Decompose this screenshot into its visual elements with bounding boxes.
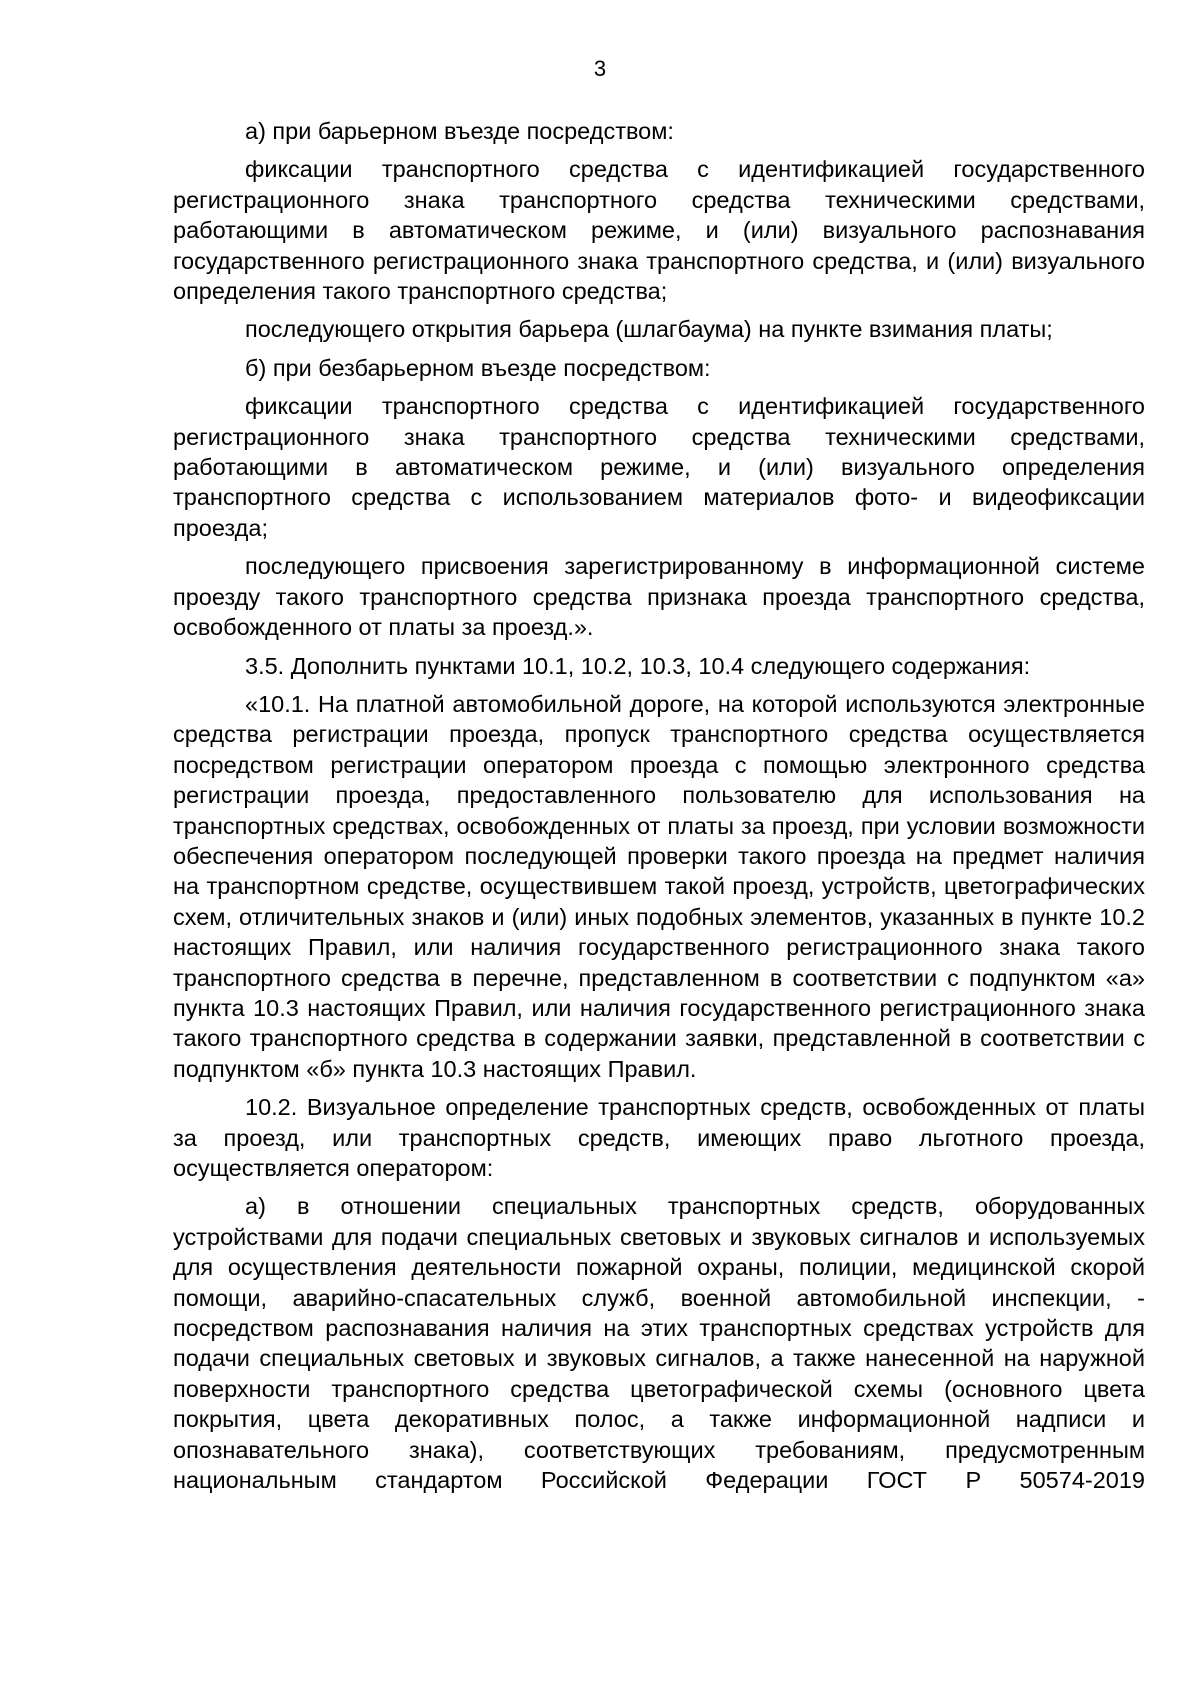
paragraph: последующего присвоения зарегистрированному в информационной системе проезду такого транспортного средства признака проезда транспортного средства, освобожденного от платы за проезд.». <box>173 553 1145 641</box>
paragraph: фиксации транспортного средства с идентификацией государственного регистрационного знака транспортного средства техническими средствами, работающими в автоматическом режиме, и (или) визуального распознавания государственного регистрационного знака транспортного средства, и (или) визуального определения такого транспортного средства; <box>173 156 1145 305</box>
paragraph: 3.5. Дополнить пунктами 10.1, 10.2, 10.3, 10.4 следующего содержания: <box>245 652 1031 679</box>
document-body <box>173 116 1145 1503</box>
paragraph: б) при безбарьерном въезде посредством: <box>245 354 711 381</box>
paragraph: 10.2. Визуальное определение транспортных средств, освобожденных от платы за проезд, или транспортных средств, имеющих право льготного проезда, осуществляется оператором: <box>173 1094 1145 1181</box>
page-number: 3 <box>593 56 607 81</box>
paragraph: фиксации транспортного средства с идентификацией государственного регистрационного знака транспортного средства техническими средствами, работающими в автоматическом режиме, и (или) визуального определения транспортного средства с использованием материалов фото- и видеофиксации проезда; <box>173 393 1145 541</box>
paragraph: а) в отношении специальных транспортных средств, оборудованных устройствами для подачи специальных световых и звуковых сигналов и используемых для осуществления деятельности пожарной охраны, полиции, медицинской скорой помощи, аварийно-спасательных служб, военной автомобильной инспекции, - посредством распознавания наличия на этих транспортных средствах устройств для подачи специальных световых и звуковых сигналов, а также нанесенной на наружной поверхности транспортного средства цветографической схемы (основного цвета покрытия, цвета декоративных полос, а также информационной надписи и опознавательного знака), соответствующих требованиям, предусмотренным национальным стандартом Российской Федерации ГОСТ Р 50574-2019 <box>173 1193 1145 1494</box>
paragraph: а) при барьерном въезде посредством: <box>245 118 674 144</box>
paragraph: «10.1. На платной автомобильной дороге, на которой используются электронные средства регистрации проезда, пропуск транспортного средства осуществляется посредством регистрации оператором проезда с помощью электронного средства регистрации проезда, предоставленного пользователю для использования на транспортных средствах, освобожденных от платы за проезд, при условии возможности обеспечения оператором последующей проверки такого проезда на предмет наличия на транспортном средстве, осуществившем такой проезд, устройств, цветографических схем, отличительных знаков и (или) иных подобных элементов, указанных в пункте 10.2 настоящих Правил, или наличия государственного регистрационного знака такого транспортного средства в перечне, представленном в соответствии с подпунктом «а» пункта 10.3 настоящих Правил, или наличия государственного регистрационного знака такого транспортного средства в содержании заявки, представленной в соответствии с подпунктом «б» пункта 10.3 настоящих Правил. <box>173 690 1145 1082</box>
paragraph: последующего открытия барьера (шлагбаума) на пункте взимания платы; <box>245 316 1053 343</box>
